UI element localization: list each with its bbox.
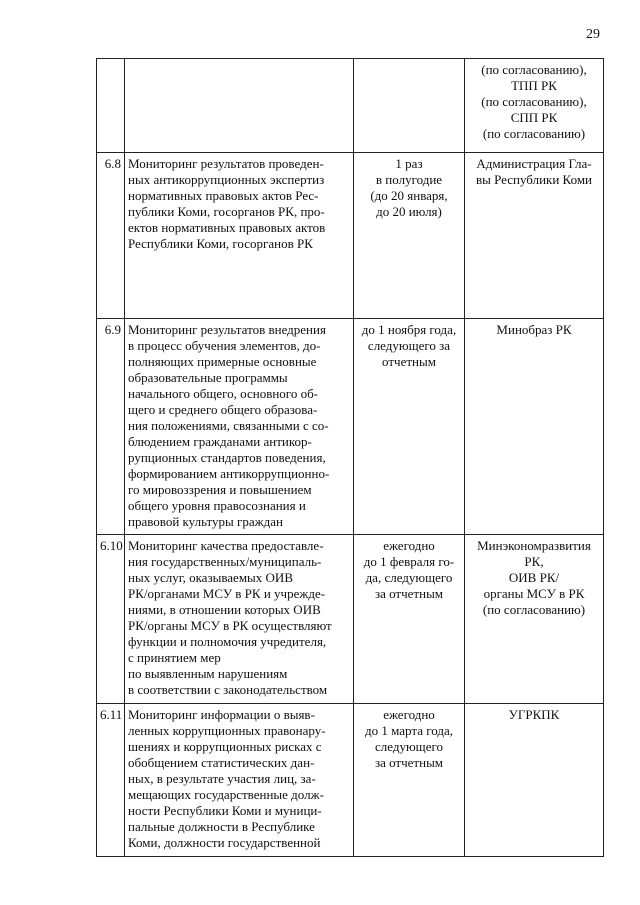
deadline-line: 1 раз: [395, 156, 423, 171]
responsible: [465, 153, 604, 319]
measure-text-line: обобщением статистических дан-: [128, 755, 315, 770]
measure-text-line: образовательные программы: [128, 370, 288, 385]
deadline-line: до 20 июля): [376, 204, 442, 219]
measure-text: [125, 704, 354, 857]
table-row: [97, 535, 604, 704]
measure-text-line: по выявленным нарушениям: [128, 666, 288, 681]
item-number: 6.10: [97, 535, 125, 704]
measure-text-line: формированием антикоррупционно-: [128, 466, 330, 481]
measure-text-line: нормативных правовых актов Рес-: [128, 188, 319, 203]
measure-text-line: публики Коми, госорганов РК, про-: [128, 204, 325, 219]
measure-text: [125, 153, 354, 319]
deadline: [354, 704, 465, 857]
measure-text: [125, 319, 354, 535]
deadline-line: ежегодно: [383, 538, 435, 553]
responsible-line: органы МСУ в РК: [483, 586, 585, 601]
measure-text-line: функции и полномочия учредителя,: [128, 634, 327, 649]
measure-text-line: РК/органы МСУ в РК осуществляют: [128, 618, 332, 633]
responsible-line: (по согласованию): [482, 602, 586, 617]
measure-text-line: ниями, в отношении которых ОИВ: [128, 602, 321, 617]
responsible-line: ТПП РК: [511, 78, 557, 93]
measure-text-line: Мониторинг качества предоставле-: [128, 538, 324, 553]
responsible-line: ОИВ РК/: [508, 570, 560, 585]
measure-text-line: блюдением гражданами антикор-: [128, 434, 312, 449]
deadline-line: за отчетным: [374, 586, 444, 601]
responsible: [465, 59, 604, 153]
measure-text-line: ектов нормативных правовых актов: [128, 220, 326, 235]
deadline-line: следующего за: [367, 338, 451, 353]
measure-text-line: мещающих государственные долж-: [128, 787, 324, 802]
responsible: [465, 704, 604, 857]
measure-text-line: Коми, должности государственной: [128, 835, 321, 850]
deadline: [354, 59, 465, 153]
action-plan-table: [96, 58, 604, 857]
deadline-line: отчетным: [382, 354, 436, 369]
responsible-line: Минэкономразвития: [477, 538, 591, 553]
item-number: 6.9: [97, 319, 125, 535]
measure-text-line: ленных коррупционных правонару-: [128, 723, 326, 738]
item-number: 6.11: [97, 704, 125, 857]
measure-text-line: в соответствии с законодательством: [128, 682, 328, 697]
deadline-line: да, следующего: [365, 570, 453, 585]
measure-text-line: общего уровня правосознания и: [128, 498, 306, 513]
measure-text-line: Мониторинг информации о выяв-: [128, 707, 315, 722]
measure-text-line: ных, в результате участия лиц, за-: [128, 771, 316, 786]
measure-text-line: Республики Коми, госорганов РК: [128, 236, 313, 251]
deadline: [354, 319, 465, 535]
deadline-line: за отчетным: [374, 755, 444, 770]
measure-text-line: Мониторинг результатов проведен-: [128, 156, 324, 171]
responsible-line: УГРКПК: [508, 707, 560, 722]
deadline-line: следующего: [375, 739, 443, 754]
measure-text-line: ния положениями, связанными с со-: [128, 418, 329, 433]
measure-text-line: ных услуг, оказываемых ОИВ: [128, 570, 293, 585]
measure-text-line: РК/органами МСУ в РК и учрежде-: [128, 586, 326, 601]
deadline-line: до 1 ноября года,: [361, 322, 457, 337]
measure-text-line: начального общего, основного об-: [128, 386, 319, 401]
measure-text-line: в процесс обучения элементов, до-: [128, 338, 321, 353]
responsible-line: СПП РК: [510, 110, 558, 125]
measure-text-line: полняющих примерные основные: [128, 354, 317, 369]
deadline-line: до 1 марта года,: [365, 723, 453, 738]
table-row: [97, 704, 604, 857]
measure-text-line: рупционных стандартов поведения,: [128, 450, 326, 465]
measure-text-line: щего и среднего общего образова-: [128, 402, 318, 417]
item-number: 6.8: [97, 153, 125, 319]
deadline-line: ежегодно: [383, 707, 435, 722]
table-row: [97, 319, 604, 535]
deadline: [354, 535, 465, 704]
deadline: [354, 153, 465, 319]
measure-text: [125, 59, 354, 153]
responsible: [465, 319, 604, 535]
page-number: 29: [586, 27, 600, 42]
responsible-line: РК,: [524, 554, 544, 569]
measure-text-line: правовой культуры граждан: [128, 514, 283, 529]
measure-text-line: ных антикоррупционных экспертиз: [128, 172, 325, 187]
deadline-line: в полугодие: [375, 172, 443, 187]
deadline-line: до 1 февраля го-: [363, 554, 455, 569]
table-row: [97, 153, 604, 319]
responsible-line: Администрация Гла-: [476, 156, 592, 171]
measure-text: [125, 535, 354, 704]
measure-text-line: пальные должности в Республике: [128, 819, 315, 834]
responsible-line: вы Республики Коми: [475, 172, 593, 187]
table-row: [97, 59, 604, 153]
measure-text-line: го мировоззрения и повышением: [128, 482, 312, 497]
item-number: [97, 59, 125, 153]
measure-text-line: Мониторинг результатов внедрения: [128, 322, 326, 337]
measure-text-line: ности Республики Коми и муници-: [128, 803, 322, 818]
measure-text-line: с принятием мер: [128, 650, 221, 665]
responsible-line: (по согласованию),: [481, 94, 587, 109]
measure-text-line: шениях и коррупционных рисках с: [128, 739, 322, 754]
responsible-line: (по согласованию): [482, 126, 586, 141]
deadline-line: (до 20 января,: [370, 188, 448, 203]
responsible-line: (по согласованию),: [481, 62, 587, 77]
responsible-line: Минобраз РК: [496, 322, 572, 337]
measure-text-line: ния государственных/муниципаль-: [128, 554, 322, 569]
responsible: [465, 535, 604, 704]
